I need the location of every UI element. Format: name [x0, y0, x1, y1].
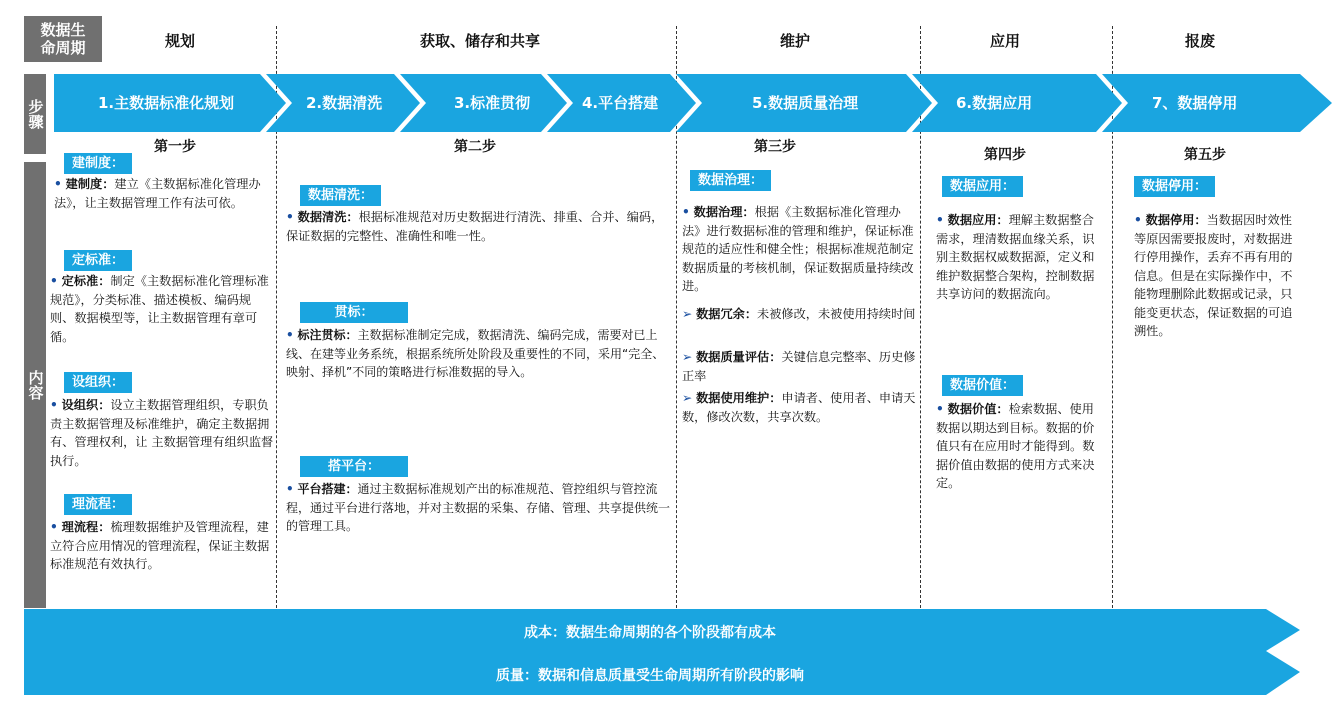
- col3-head-1: 数据治理：: [693, 205, 755, 219]
- stage-maintain: 维护: [779, 32, 810, 50]
- quality-banner-text: 质量：数据和信息质量受生命周期所有阶段的影响: [496, 668, 804, 684]
- col2-text-3: 通过主数据标准规划产出的标准规范、管控组织与管控流程，通过平台进行落地，并对主数据的采集、存储、管理、共享提供统一的管理工具。: [286, 482, 671, 533]
- col3-head-3: 数据质量评估：: [696, 350, 782, 364]
- bullet-icon: •: [936, 213, 944, 227]
- col4-tag-2: 数据价值：: [942, 375, 1023, 396]
- col3-para-1: [682, 203, 918, 296]
- col2-para-1: [286, 208, 672, 245]
- col1-tag-4: 理流程：: [64, 494, 132, 515]
- col3-tag-1: 数据治理：: [690, 170, 771, 191]
- col1-head-4: 理流程：: [61, 520, 111, 534]
- col1-para-2: [50, 272, 272, 346]
- col2-head-3: 平台搭建：: [297, 482, 358, 496]
- col1-head-1: 建制度：: [65, 177, 115, 191]
- col3-text-4: 申请者、使用者、申请天数，修改次数，共享次数。: [682, 391, 916, 424]
- step-4: 第四步: [984, 147, 1026, 163]
- stage-retire: 报废: [1184, 32, 1215, 50]
- bullet-icon: •: [286, 328, 294, 342]
- col1-tag-1: 建制度：: [64, 153, 132, 174]
- step-2: 第二步: [454, 139, 496, 155]
- step-3: 第三步: [754, 139, 796, 155]
- col1-para-4: [50, 518, 272, 574]
- stage-acquire: 获取、储存和共享: [419, 32, 540, 50]
- col2-text-1: 根据标准规范对历史数据进行清洗、排重、合并、编码，保证数据的完整性、准确性和唯一性。: [286, 210, 664, 243]
- col2-head-2: 标注贯标：: [297, 328, 358, 342]
- col1-para-1: [54, 175, 272, 212]
- col2-para-2: [286, 326, 674, 382]
- bullet-icon: •: [682, 205, 690, 219]
- arrow-bullet-icon: ➢: [682, 350, 693, 364]
- arrow-1-label: 1.主数据标准化规划: [98, 94, 235, 112]
- arrow-bullet-icon: ➢: [682, 391, 693, 405]
- bullet-icon: •: [50, 398, 58, 412]
- col1-para-3: [50, 396, 274, 470]
- col4-tag-1: 数据应用：: [942, 176, 1023, 197]
- cost-banner-text: 成本：数据生命周期的各个阶段都有成本: [524, 625, 776, 641]
- stage-plan: 规划: [164, 32, 195, 50]
- col4-head-1: 数据应用：: [947, 213, 1009, 227]
- col5-head-1: 数据停用：: [1145, 213, 1207, 227]
- col1-text-1: 建立《主数据标准化管理办法》，让主数据管理工作有法可依。: [54, 177, 261, 210]
- col3-para-4: [682, 389, 918, 426]
- col1-tag-2: 定标准：: [64, 250, 132, 271]
- col1-text-2: 制定《主数据标准化管理标准规范》，分类标准、描述模板、编码规则、数据模型等，让主数据管理有章可循。: [50, 274, 269, 344]
- col3-text-2: 未被修改，未被使用持续时间: [757, 307, 916, 321]
- col2-para-3: [286, 480, 678, 536]
- col3-text-1: 根据《主数据标准化管理办法》进行数据标准的管理和维护，保证标准规范的适应性和健全性；根据标准规范制定数据质量的考核机制，保证数据质量持续改进。: [682, 205, 914, 293]
- col1-head-3: 设组织：: [61, 398, 111, 412]
- col2-head-1: 数据清洗：: [297, 210, 359, 224]
- col2-tag-1: 数据清洗：: [300, 185, 381, 206]
- col4-head-2: 数据价值：: [947, 402, 1009, 416]
- col2-text-2: 主数据标准制定完成，数据清洗、编码完成，需要对已上线、在建等业务系统，根据系统所处阶段及重要性的不同，采用“完全、映射、择机”不同的策略进行标准数据的导入。: [286, 328, 665, 379]
- bullet-icon: •: [50, 274, 58, 288]
- bullet-icon: •: [286, 210, 294, 224]
- arrow-4-label: 4.平台搭建: [582, 94, 659, 112]
- bullet-icon: •: [936, 402, 944, 416]
- bullet-icon: •: [54, 177, 62, 191]
- col4-para-2: [936, 400, 1098, 493]
- col1-tag-3: 设组织：: [64, 372, 132, 393]
- col4-text-2: 检索数据、使用数据以期达到目标。数据的价值只有在应用时才能得到。数据价值由数据的使用方式来决定。: [936, 402, 1095, 490]
- col3-text-3: 关键信息完整率、历史修正率: [682, 350, 916, 383]
- bullet-icon: •: [1134, 213, 1142, 227]
- arrow-7-label: 7、数据停用: [1152, 94, 1238, 112]
- process-arrows: [0, 0, 1341, 140]
- col1-text-3: 设立主数据管理组织，专职负责主数据管理及标准维护，确定主数据拥有、管理权利，让 主数据管理有组织监督执行。: [50, 398, 274, 468]
- arrow-6-label: 6.数据应用: [956, 94, 1033, 112]
- step-1: 第一步: [154, 139, 196, 155]
- col3-para-3: [682, 348, 918, 385]
- corner-label-text: 数据生命周期: [40, 21, 86, 57]
- side-label-content: [24, 162, 46, 608]
- arrow-bullet-icon: ➢: [682, 307, 693, 321]
- bullet-icon: •: [286, 482, 294, 496]
- stage-apply: 应用: [989, 32, 1020, 50]
- side-label-content-text: 内容: [26, 370, 45, 400]
- col2-tag-3: 搭平台：: [300, 456, 408, 477]
- bottom-banners: [0, 600, 1341, 703]
- arrow-5-label: 5.数据质量治理: [752, 94, 859, 112]
- col2-tag-2: 贯标：: [300, 302, 408, 323]
- col5-tag-1: 数据停用：: [1134, 176, 1215, 197]
- arrow-3-label: 3.标准贯彻: [454, 94, 531, 112]
- col1-head-2: 定标准：: [61, 274, 111, 288]
- col3-para-2: [682, 305, 918, 324]
- arrow-2-label: 2.数据清洗: [306, 94, 383, 112]
- col1-text-4: 梳理数据维护及管理流程，建立符合应用情况的管理流程，保证主数据标准规范有效执行。: [50, 520, 270, 571]
- col3-head-4: 数据使用维护：: [696, 391, 782, 405]
- col5-text-1: 当数据因时效性等原因需要报废时，对数据进行停用操作，丢弃不再有用的信息。但是在实际操作中，不能物理删除此数据或记录，只能变更状态，保证数据的可追溯性。: [1134, 213, 1293, 338]
- col4-text-1: 理解主数据整合需求，理清数据血缘关系，识别主数据权威数据源，定义和维护数据整合架构，控制数据共享访问的数据流向。: [936, 213, 1095, 301]
- side-label-steps-text: 步骤: [26, 99, 45, 129]
- bullet-icon: •: [50, 520, 58, 534]
- col3-head-2: 数据冗余：: [696, 307, 758, 321]
- step-5: 第五步: [1184, 147, 1226, 163]
- col4-para-1: [936, 211, 1098, 304]
- col5-para-1: [1134, 211, 1294, 341]
